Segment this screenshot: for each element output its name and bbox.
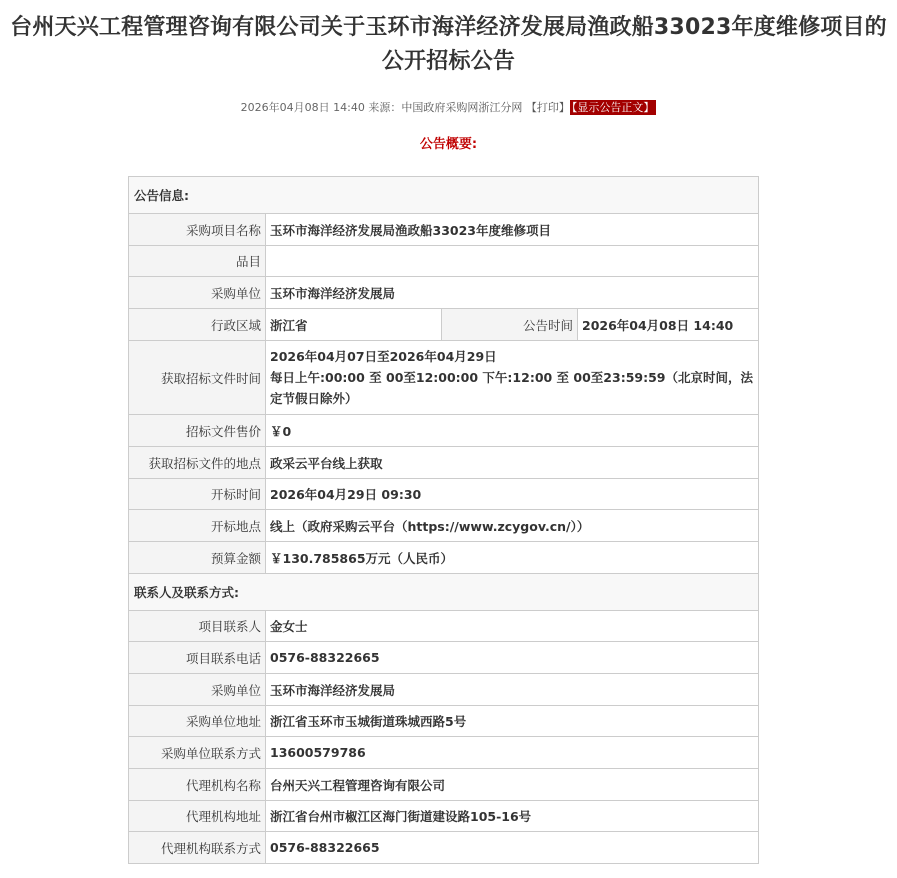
region-value: 浙江省: [266, 309, 442, 341]
doc-place-value: 政采云平台线上获取: [266, 447, 759, 479]
publish-date: 2026年04月08日 14:40: [240, 101, 365, 114]
article-meta: [0, 100, 897, 116]
item-value: [266, 246, 759, 277]
row-label: 代理机构地址: [129, 801, 266, 832]
contact-value: 金女士: [266, 611, 759, 642]
row-label: 获取招标文件的地点: [129, 447, 266, 479]
table-row: [129, 769, 759, 801]
doc-price-value: ￥0: [266, 415, 759, 447]
source-link[interactable]: 中国政府采购网浙江分网: [401, 101, 523, 114]
row-label: 预算金额: [129, 542, 266, 574]
table-row: [129, 309, 759, 341]
row-label: 招标文件售价: [129, 415, 266, 447]
section-heading: 公告信息:: [129, 177, 759, 214]
table-row: [129, 832, 759, 864]
summary-heading: 公告概要:: [419, 137, 478, 152]
show-body-button[interactable]: 【显示公告正文】: [571, 101, 655, 114]
table-row: [129, 801, 759, 832]
row-label: 行政区域: [129, 309, 266, 341]
announce-time-value: 2026年04月08日 14:40: [578, 309, 759, 341]
doc-time-value: [266, 341, 759, 415]
row-label: 采购单位地址: [129, 706, 266, 737]
purchaser-value: 玉环市海洋经济发展局: [266, 277, 759, 309]
open-time-value: 2026年04月29日 09:30: [266, 479, 759, 510]
page-title: 台州天兴工程管理咨询有限公司关于玉环市海洋经济发展局渔政船33023年度维修项目的公开招标公告: [10, 15, 887, 74]
row-label: 开标时间: [129, 479, 266, 510]
table-row: [129, 479, 759, 510]
table-row: [129, 246, 759, 277]
purchaser-phone-value: 13600579786: [266, 737, 759, 769]
print-link[interactable]: 【打印】: [525, 101, 570, 114]
section-notice-header: [129, 177, 759, 214]
agency-value: 台州天兴工程管理咨询有限公司: [266, 769, 759, 801]
announcement-table: [128, 176, 759, 864]
row-label: 代理机构名称: [129, 769, 266, 801]
table-row: [129, 737, 759, 769]
doc-time-range: 2026年04月07日至2026年04月29日: [270, 349, 497, 364]
row-label: 获取招标文件时间: [129, 341, 266, 415]
row-label: 采购单位: [129, 277, 266, 309]
project-name-value: 玉环市海洋经济发展局渔政船33023年度维修项目: [266, 214, 759, 246]
purchaser-addr-value: 浙江省玉环市玉城街道珠城西路5号: [266, 706, 759, 737]
section-heading: 联系人及联系方式:: [129, 574, 759, 611]
table-row: [129, 277, 759, 309]
table-row: [129, 674, 759, 706]
table-row: [129, 510, 759, 542]
source-label: 来源：: [368, 101, 402, 114]
open-place-value: 线上（政府采购云平台（https://www.zcygov.cn/））: [266, 510, 759, 542]
row-label: 品目: [129, 246, 266, 277]
table-row: [129, 642, 759, 674]
row-label: 采购单位: [129, 674, 266, 706]
table-row: [129, 447, 759, 479]
section-contact-header: [129, 574, 759, 611]
purchaser-value: 玉环市海洋经济发展局: [266, 674, 759, 706]
table-row: [129, 542, 759, 574]
table-row: [129, 214, 759, 246]
table-row: [129, 706, 759, 737]
contact-phone-value: 0576-88322665: [266, 642, 759, 674]
row-label: 项目联系电话: [129, 642, 266, 674]
row-label: 采购项目名称: [129, 214, 266, 246]
table-row: [129, 611, 759, 642]
agency-addr-value: 浙江省台州市椒江区海门街道建设路105-16号: [266, 801, 759, 832]
row-label: 公告时间: [442, 309, 578, 341]
row-label: 项目联系人: [129, 611, 266, 642]
budget-value: ￥130.785865万元（人民币）: [266, 542, 759, 574]
row-label: 代理机构联系方式: [129, 832, 266, 864]
table-row: [129, 341, 759, 415]
doc-time-daily: 每日上午:00:00 至 00至12:00:00 下午:12:00 至 00至23:59:59（北京时间，法定节假日除外）: [270, 370, 753, 406]
agency-phone-value: 0576-88322665: [266, 832, 759, 864]
table-row: [129, 415, 759, 447]
row-label: 开标地点: [129, 510, 266, 542]
row-label: 采购单位联系方式: [129, 737, 266, 769]
